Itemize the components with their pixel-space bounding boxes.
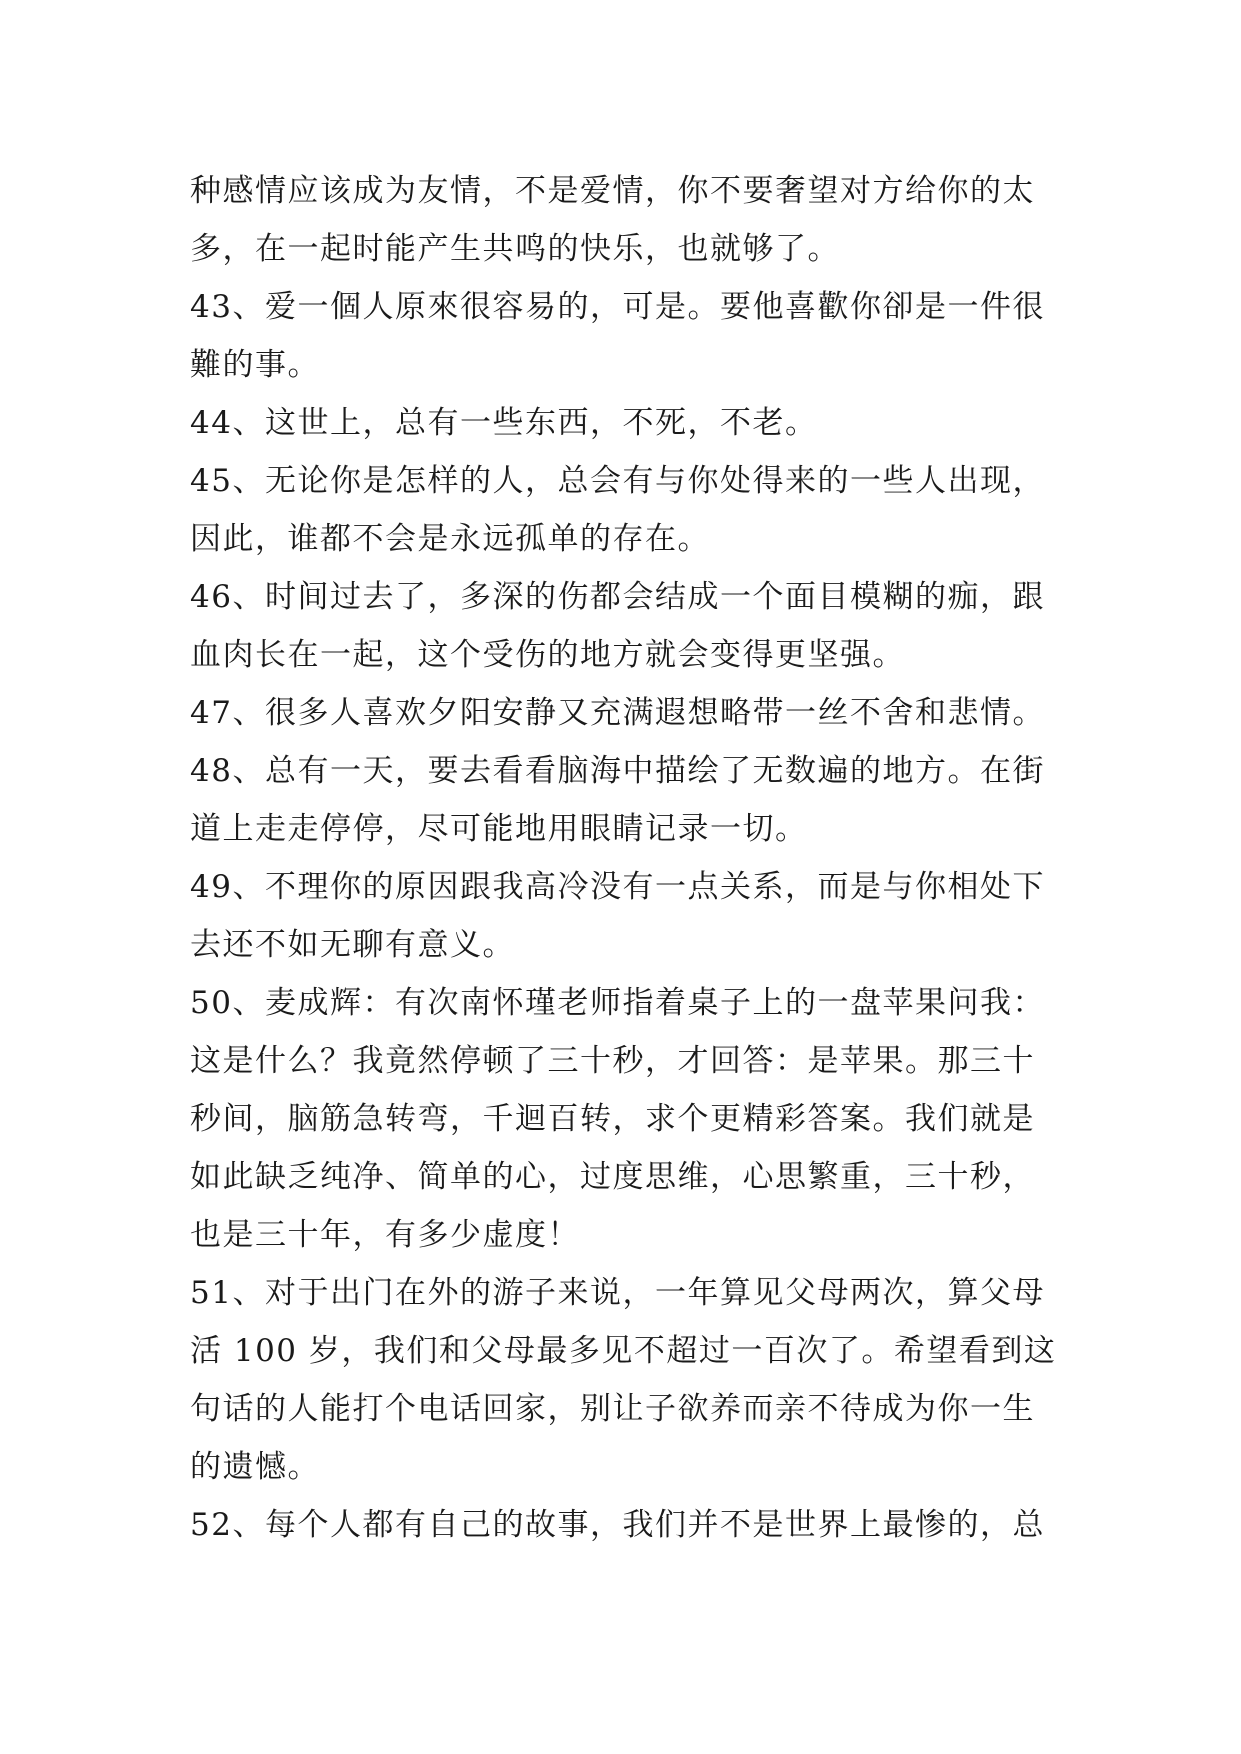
text-line: 种感情应该成为友情，不是爱情，你不要奢望对方给你的太 <box>190 173 1035 209</box>
text-line: 句话的人能打个电话回家，别让子欲养而亲不待成为你一生 <box>190 1391 1035 1427</box>
text-line: 48、总有一天，要去看看脑海中描绘了无数遍的地方。在街 <box>190 753 1045 789</box>
text-line: 47、很多人喜欢夕阳安静又充满遐想略带一丝不舍和悲情。 <box>190 695 1045 731</box>
text-line: 難的事。 <box>190 347 320 383</box>
text-line: 43、爱一個人原來很容易的，可是。要他喜歡你卻是一件很 <box>190 289 1045 325</box>
text-line: 45、无论你是怎样的人，总会有与你处得来的一些人出现， <box>190 463 1045 499</box>
text-line: 血肉长在一起，这个受伤的地方就会变得更坚强。 <box>190 637 905 673</box>
text-line: 道上走走停停，尽可能地用眼睛记录一切。 <box>190 811 808 847</box>
text-line: 44、这世上，总有一些东西，不死，不老。 <box>190 405 818 441</box>
text-line: 的遗憾。 <box>190 1449 320 1485</box>
text-line: 秒间，脑筋急转弯，千迴百转，求个更精彩答案。我们就是 <box>190 1101 1035 1137</box>
text-line: 如此缺乏纯净、简单的心，过度思维，心思繁重，三十秒， <box>190 1159 1035 1195</box>
text-line: 多，在一起时能产生共鸣的快乐，也就够了。 <box>190 231 840 267</box>
text-line: 去还不如无聊有意义。 <box>190 927 515 963</box>
text-line: 50、麦成辉：有次南怀瑾老师指着桌子上的一盘苹果问我： <box>190 985 1045 1021</box>
text-line: 这是什么？我竟然停顿了三十秒，才回答：是苹果。那三十 <box>190 1043 1035 1079</box>
body-text <box>190 162 1090 1554</box>
text-line: 52、每个人都有自己的故事，我们并不是世界上最惨的，总 <box>190 1507 1045 1543</box>
text-line: 46、时间过去了，多深的伤都会结成一个面目模糊的痂，跟 <box>190 579 1045 615</box>
text-line: 活 100 岁，我们和父母最多见不超过一百次了。希望看到这 <box>190 1333 1057 1369</box>
text-line: 49、不理你的原因跟我高冷没有一点关系，而是与你相处下 <box>190 869 1045 905</box>
text-line: 51、对于出门在外的游子来说，一年算见父母两次，算父母 <box>190 1275 1045 1311</box>
text-line: 因此，谁都不会是永远孤单的存在。 <box>190 521 710 557</box>
text-line: 也是三十年，有多少虚度！ <box>190 1217 580 1253</box>
